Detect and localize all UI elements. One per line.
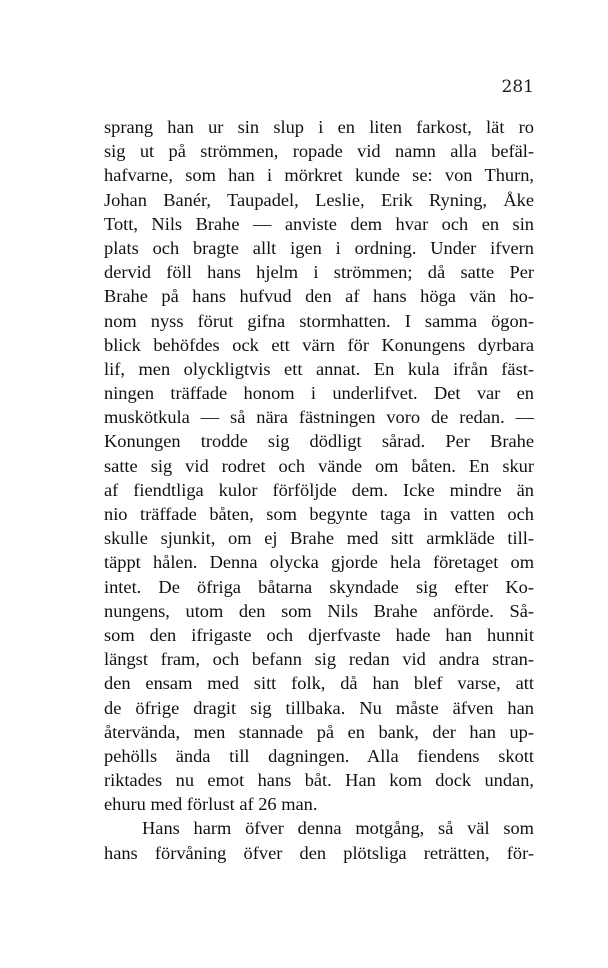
text-line: satte sig vid rodret och vände om båten. En skur bbox=[104, 455, 534, 476]
paragraph-end-line: ehuru med förlust af 26 man. bbox=[104, 794, 318, 815]
text-line: nungens, utom den som Nils Brahe anförde. Så- bbox=[104, 600, 534, 621]
text-line: dervid föll hans hjelm i strömmen; då satte Per bbox=[104, 262, 534, 283]
text-line: pehölls ända till dagningen. Alla fiendens skott bbox=[104, 745, 534, 766]
text-line: Konungen trodde sig dödligt sårad. Per Brahe bbox=[104, 431, 534, 452]
text-line: hans förvåning öfver den plötsliga reträtten, för- bbox=[104, 842, 534, 863]
text-line: Brahe på hans hufvud den af hans höga vän ho- bbox=[104, 286, 534, 307]
text-line: af fiendtliga kulor förföljde dem. Icke mindre än bbox=[104, 479, 534, 500]
text-line: som den ifrigaste och djerfvaste hade han hunnit bbox=[104, 624, 534, 645]
text-line: nio träffade båten, som begynte taga in vatten och bbox=[104, 504, 534, 524]
text-line: Johan Banér, Taupadel, Leslie, Erik Ryning, Åke bbox=[104, 189, 534, 210]
text-line: den ensam med sitt folk, då han blef varse, att bbox=[104, 673, 534, 694]
body-text bbox=[104, 115, 534, 865]
text-line: återvända, men stannade på en bank, der han up- bbox=[104, 721, 534, 742]
text-line: skulle sjunkit, om ej Brahe med sitt armkläde till- bbox=[104, 528, 534, 549]
text-line: de öfrige dragit sig tillbaka. Nu måste äfven han bbox=[104, 697, 534, 718]
text-line: nom nyss förut gifna stormhatten. I samma ögon- bbox=[104, 310, 534, 331]
text-line: plats och bragte allt igen i ordning. Under ifvern bbox=[104, 237, 534, 258]
text-line: intet. De öfriga båtarna skyndade sig efter Ko- bbox=[104, 576, 534, 597]
text-line: Tott, Nils Brahe — anviste dem hvar och en sin bbox=[104, 213, 534, 234]
text-line: lif, men olyckligtvis ett annat. En kula ifrån fäst- bbox=[104, 358, 534, 379]
text-line: sig ut på strömmen, ropade vid namn alla befäl- bbox=[104, 141, 534, 162]
text-line: blick behöfdes ock ett värn för Konungens dyrbara bbox=[104, 334, 534, 355]
page-number: 281 bbox=[501, 77, 534, 97]
text-line: muskötkula — så nära fästningen voro de redan. — bbox=[104, 407, 534, 428]
text-line: riktades nu emot hans båt. Han kom dock undan, bbox=[104, 770, 534, 791]
text-line: sprang han ur sin slup i en liten farkost, lät ro bbox=[104, 117, 534, 137]
text-line: längst fram, och befann sig redan vid andra stran- bbox=[104, 649, 534, 670]
text-line: täppt hålen. Denna olycka gjorde hela företaget om bbox=[104, 552, 534, 573]
text-line: ningen träffade honom i underlifvet. Det var en bbox=[104, 383, 534, 404]
text-line: hafvarne, som han i mörkret kunde se: von Thurn, bbox=[104, 165, 534, 186]
paragraph-start-line: Hans harm öfver denna motgång, så väl som bbox=[142, 818, 534, 839]
